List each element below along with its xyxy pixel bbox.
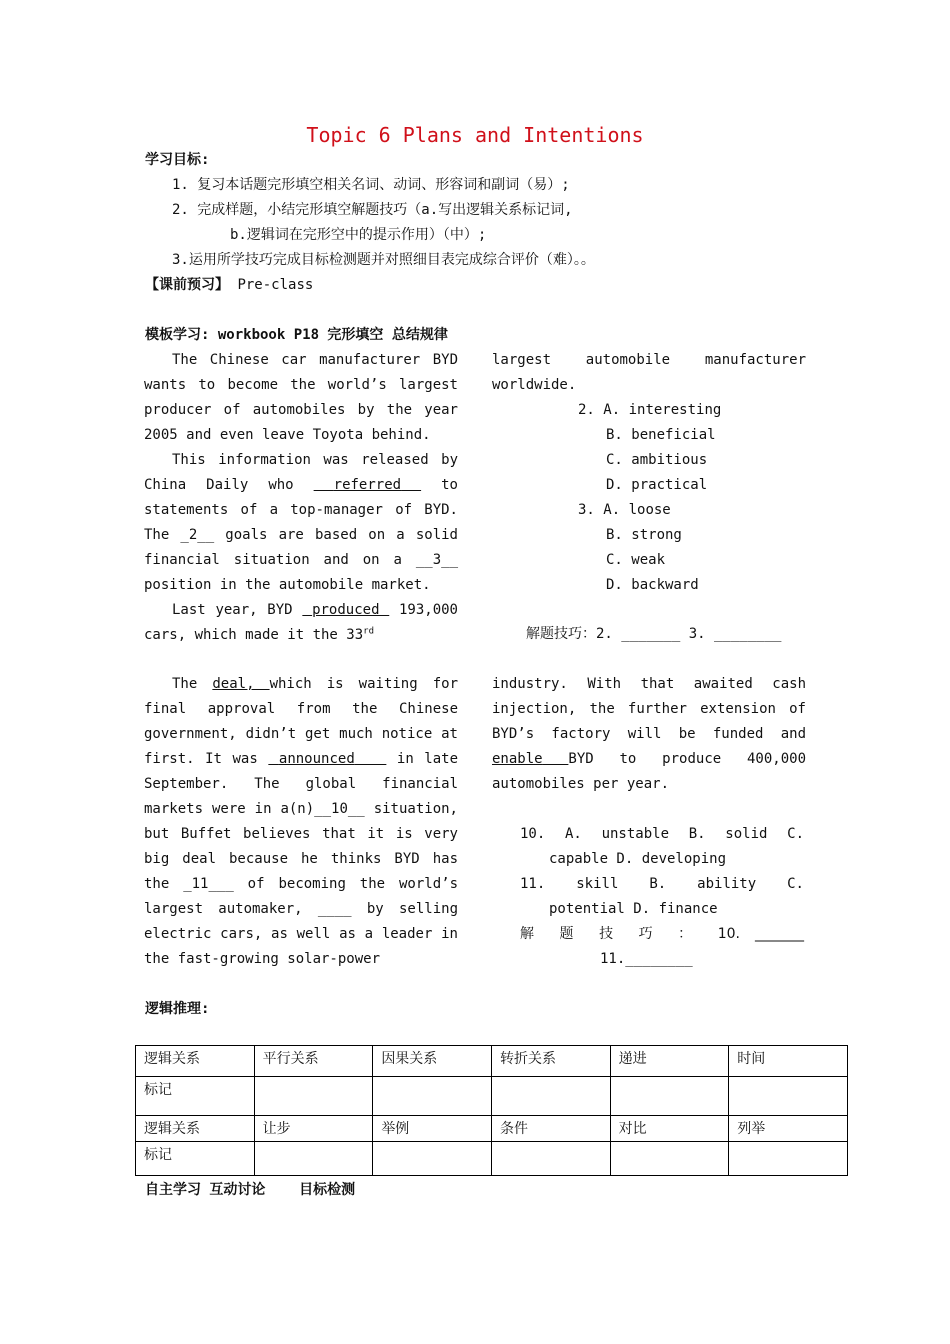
table-row: 逻辑关系 平行关系 因果关系 转折关系 递进 时间	[136, 1046, 848, 1077]
passage-1-right: largest automobile manufacturer worldwide.	[492, 352, 806, 393]
goals-heading: 学习目标:	[145, 152, 210, 168]
goal-item-3: 3.运用所学技巧完成目标检测题并对照细目表完成综合评价（难）。。	[172, 252, 595, 268]
blank-deal: deal,	[212, 676, 270, 692]
blank-referred: referred	[333, 477, 402, 493]
goal-item-1: 1. 复习本话题完形填空相关名词、动词、形容词和副词（易）;	[172, 177, 570, 193]
passage-1-paragraph-3: Last year, BYD produced 193,000 cars, which made it the 33rd	[144, 602, 458, 643]
goal-item-2b: b.逻辑词在完形空中的提示作用）（中）;	[230, 227, 487, 243]
passage-2-left: The deal, which is waiting for final approval from the Chinese government, didn’t get much notice at first. It was announced in late September. The global financial markets were in a(n)__10__ situation, but Buffet believes that it is very big deal because he thinks BYD has the _11___ of becoming the world’s largest automaker, ____ by selling electric cars, as well as a leader in the fast-growing solar-power	[144, 676, 459, 967]
goal-item-2a: 2. 完成样题，小结完形填空解题技巧（a.写出逻辑关系标记词,	[172, 202, 573, 218]
preclass-heading	[145, 273, 313, 298]
table-row: 标记	[136, 1142, 848, 1176]
table-row: 逻辑关系 让步 举例 条件 对比 列举	[136, 1116, 848, 1142]
question-10: 10. A. unstable B. solid C. capable D. developing 11. skill B. ability C. potential D. finance 解 题 技 巧 ： 10. _______ 11.________	[520, 826, 804, 967]
logic-heading: 逻辑推理:	[145, 1001, 210, 1017]
tip-line-1: 解题技巧：2. _______ 3. ________	[526, 626, 782, 642]
preclass-label: Pre-class	[237, 277, 314, 293]
footer-heading: 自主学习 互动讨论 目标检测	[145, 1182, 356, 1198]
preclass-bracket: 【课前预习】	[145, 277, 229, 293]
table-row: 标记	[136, 1077, 848, 1116]
question-2-options: 2. A. interesting B. beneficial C. ambitious D. practical 3. A. loose B. strong C. weak D. backward	[578, 402, 722, 593]
blank-enable: enable	[492, 751, 543, 767]
passage-2-right: industry. With that awaited cash injection, the further extension of BYD’s factory will be funded and enable BYD to produce 400,000 automobiles per year.	[492, 676, 806, 792]
logic-table	[135, 1045, 848, 1176]
tip-line-2: 解 题 技 巧 ： 10. _______	[520, 926, 804, 942]
passage-1-paragraph-2: This information was released by China Daily who referred to statements of a top-manager of BYD. The _2__ goals are based on a solid financial situation and on a __3__ position in the automobile market.	[144, 452, 458, 593]
template-heading: 模板学习: workbook P18 完形填空 总结规律	[145, 327, 448, 343]
passage-1-left	[144, 348, 458, 648]
blank-produced: produced	[312, 602, 380, 618]
page-title: Topic 6 Plans and Intentions	[306, 123, 644, 147]
passage-1-paragraph-1: The Chinese car manufacturer BYD wants to become the world’s largest producer of automobiles by the year 2005 and even leave Toyota behind.	[144, 352, 458, 443]
blank-announced: announced	[278, 751, 355, 767]
